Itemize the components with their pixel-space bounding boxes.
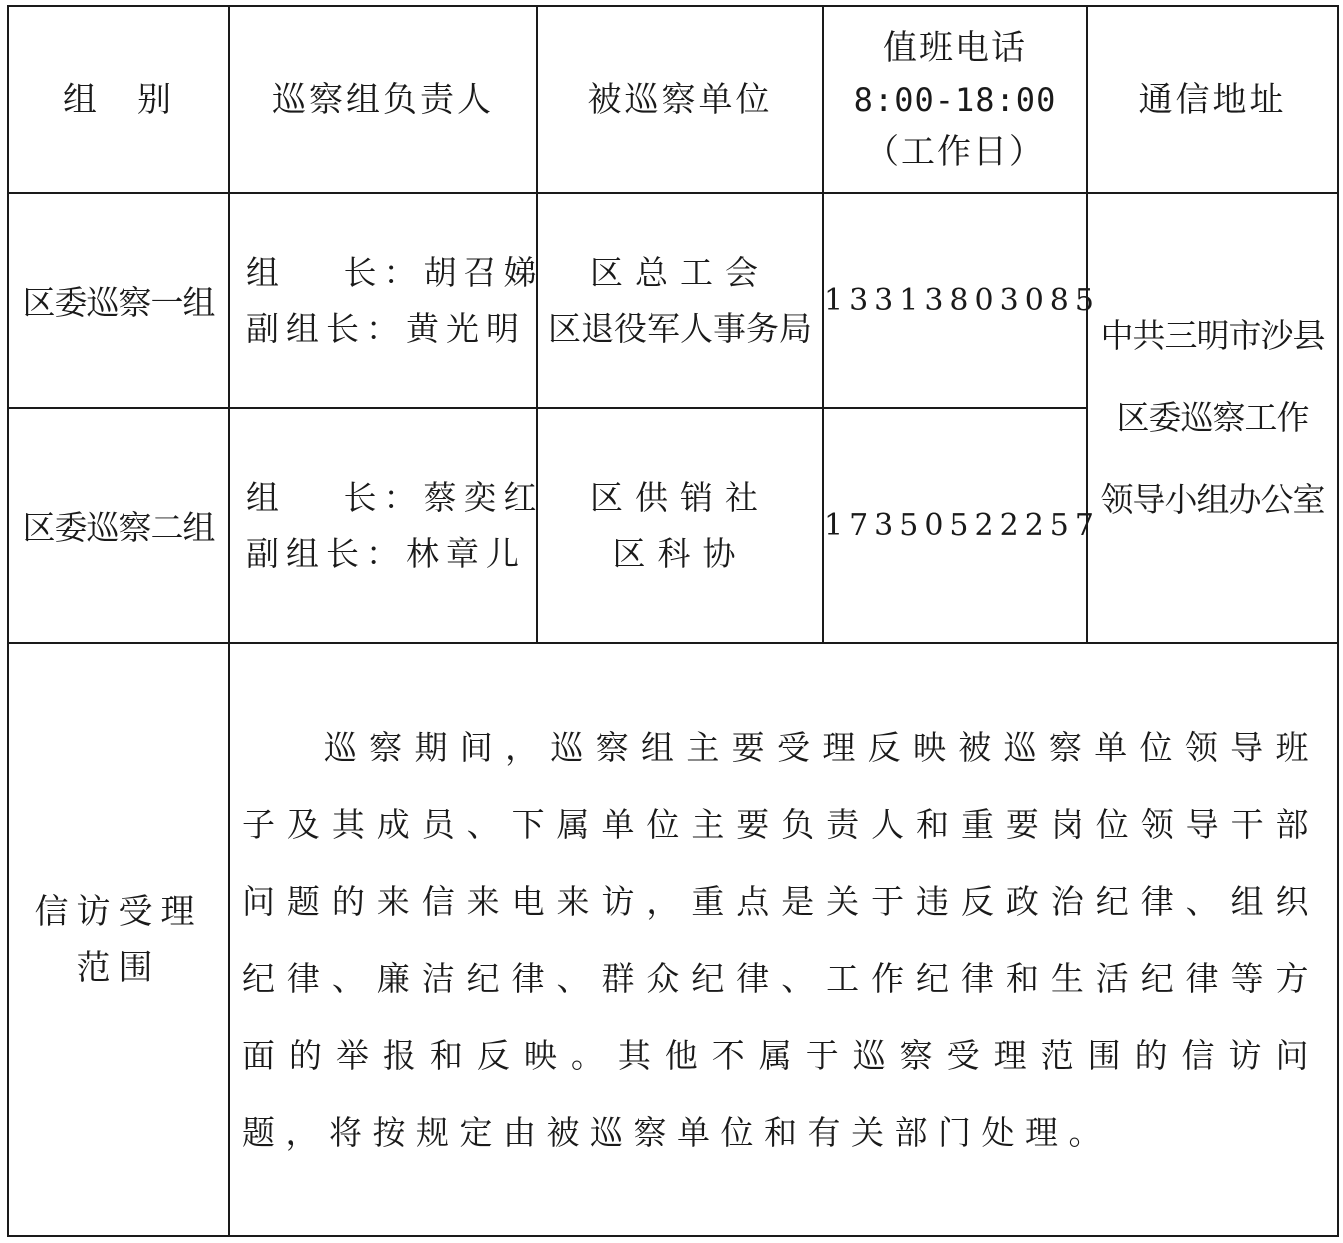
- header-phone-line1: 值班电话: [883, 27, 1027, 68]
- scope-text-cell: [229, 643, 1338, 1236]
- header-phone: [823, 6, 1087, 193]
- scope-label-line: 范围: [76, 947, 161, 988]
- unit-line: 区供销社: [590, 477, 770, 517]
- header-phone-line2: 8:00-18:00: [853, 80, 1057, 119]
- deputy-leader-line: 副组长：黄光明: [246, 308, 526, 348]
- patrol-info-table: [7, 5, 1339, 1237]
- units-cell: [537, 193, 823, 408]
- table-row: [8, 193, 1338, 408]
- phone-number: 13313803085: [824, 283, 1100, 318]
- address-line: 中共三明市沙县: [1100, 316, 1325, 355]
- scope-label-cell: [8, 643, 229, 1236]
- leader-line: 组 长：胡召娣: [246, 252, 544, 292]
- header-leader-label: 巡察组负责人: [272, 79, 494, 120]
- leaders-cell: [229, 193, 544, 408]
- header-group-label: 组 别: [63, 79, 174, 120]
- group-name: 区委巡察一组: [22, 283, 215, 322]
- group-cell: [8, 193, 229, 408]
- phone-number: 17350522257: [824, 508, 1100, 543]
- address-line: 领导小组办公室: [1100, 480, 1325, 519]
- header-leader: [229, 6, 537, 193]
- header-address: [1087, 6, 1338, 193]
- group-name: 区委巡察二组: [22, 508, 215, 547]
- scope-label-line: 信访受理: [34, 891, 203, 932]
- phone-cell: [823, 408, 1100, 643]
- units-cell: [537, 408, 823, 643]
- header-address-label: 通信地址: [1138, 79, 1287, 120]
- header-phone-line3: （工作日）: [865, 131, 1045, 172]
- table-header-row: [8, 6, 1338, 193]
- deputy-leader-line: 副组长：林章儿: [246, 533, 526, 573]
- leaders-cell: [229, 408, 544, 643]
- scope-row: [8, 643, 1338, 1236]
- address-cell: [1087, 193, 1338, 643]
- scope-text: 巡察期间，巡察组主要受理反映被巡察单位领导班子及其成员、下属单位主要负责人和重要岗位领导干部问题的来信来电来访，重点是关于违反政治纪律、组织纪律、廉洁纪律、群众纪律、工作纪律和生活纪律等方面的举报和反映。其他不属于巡察受理范围的信访问题，将按规定由被巡察单位和有关部门处理。: [242, 727, 1319, 1152]
- unit-line: 区退役军人事务局: [548, 308, 812, 348]
- leader-line: 组 长：蔡奕红: [246, 477, 544, 517]
- header-unit: [537, 6, 823, 193]
- unit-line: 区科协: [612, 533, 748, 573]
- group-cell: [8, 408, 229, 643]
- phone-cell: [823, 193, 1100, 408]
- header-unit-label: 被巡察单位: [587, 79, 773, 120]
- header-group: [8, 6, 229, 193]
- address-line: 区委巡察工作: [1116, 398, 1309, 437]
- unit-line: 区总工会: [590, 252, 770, 292]
